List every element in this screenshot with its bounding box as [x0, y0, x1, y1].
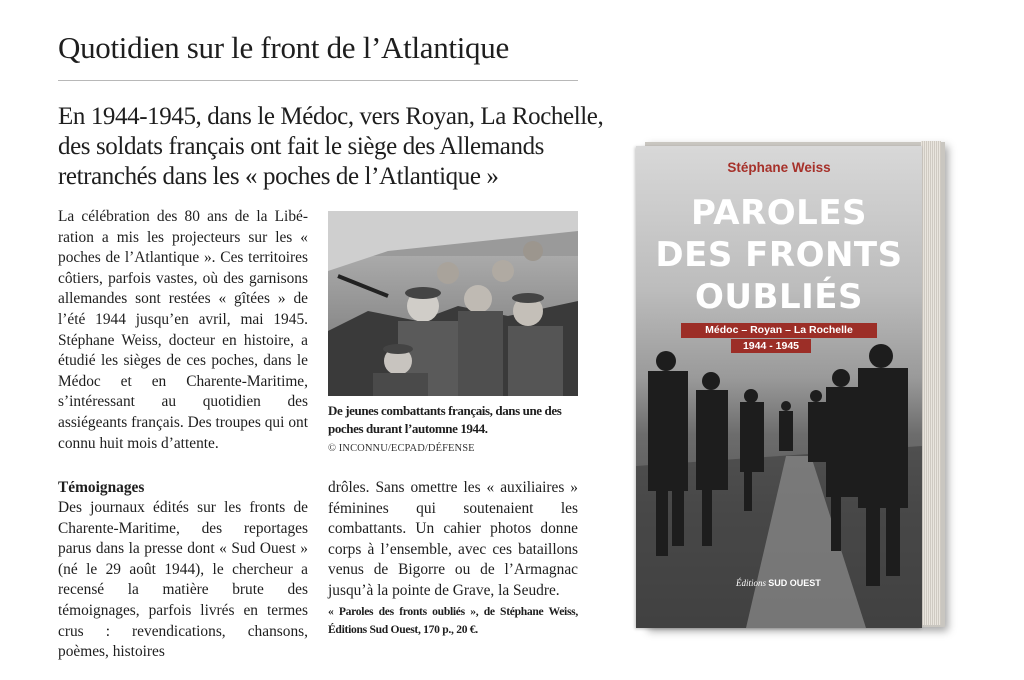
- book-cover: [636, 146, 922, 628]
- intro-column: [58, 207, 308, 454]
- publisher-script: Éditions: [736, 578, 767, 588]
- article-deck: [58, 102, 604, 192]
- section-subhead: Témoignages: [58, 479, 145, 496]
- book-pages-edge: [921, 141, 941, 625]
- book-publisher-logo: [736, 578, 821, 588]
- soldiers-photo-illustration: [328, 211, 578, 396]
- deck-line: En 1944-1945, dans le Médoc, vers Royan, La Rochelle,: [58, 103, 604, 130]
- soldiers-photo: [328, 211, 578, 396]
- book-places-band: Médoc – Royan – La Rochelle: [681, 323, 877, 338]
- body-paragraph-right: drôles. Sans omettre les « auxiliaires » féminines qui soutenaient les combattants. Un cahier photos donne corps à l’ensemble, avec ces bataillons venus de Bigorre ou de l’Armagnac jusqu’à la pointe de Grave, la Seudre.: [328, 479, 578, 599]
- intro-paragraph: La célébration des 80 ans de la Libération a mis les projecteurs sur les « poches de l’Atlantique ». Ces territoires côtiers, parfois vastes, où des garnisons allemandes sont restées « gîtées » de l’été 1944 jusqu’en avril, mai 1945. Stéphane Weiss, docteur en histoire, a étudié les sièges de ces poches, dans le Médoc et en Charente-Maritime, s’intéressant au quotidien des assiégeants français. Des troupes qui ont connu huit mois d’attente.: [58, 208, 308, 452]
- photo-caption: De jeunes combattants français, dans une des poches durant l’automne 1944.: [328, 403, 562, 436]
- book-title: [636, 192, 922, 318]
- title-divider: [58, 80, 578, 81]
- deck-line: retranchés dans les « poches de l’Atlantique »: [58, 163, 499, 190]
- publisher-name: SUD OUEST: [768, 578, 821, 588]
- body-paragraph-left: Des journaux édités sur les fronts de Charente-Maritime, des reportages parus dans la presse dont « Sud Ouest » (né le 29 août 1944), le chercheur a recensé la matière brute des témoignages, parfois livrés en termes crus : revendications, chansons, poèmes, histoires: [58, 499, 308, 661]
- book-years-band: 1944 - 1945: [731, 339, 811, 353]
- body-column-left: [58, 478, 308, 663]
- book-title-line: OUBLIÉS: [695, 277, 863, 317]
- book-title-line: PAROLES: [690, 193, 868, 233]
- body-column-right: [328, 478, 578, 639]
- article-title: Quotidien sur le front de l’Atlantique: [58, 30, 509, 65]
- photo-credit: © INCONNU/ECPAD/DÉFENSE: [328, 443, 475, 454]
- book-reference: « Paroles des fronts oubliés », de Stéphane Weiss, Éditions Sud Ouest, 170 p., 20 €.: [328, 604, 578, 636]
- book-title-line: DES FRONTS: [655, 235, 903, 275]
- book-author: Stéphane Weiss: [727, 160, 831, 175]
- deck-line: des soldats français ont fait le siège des Allemands: [58, 133, 545, 160]
